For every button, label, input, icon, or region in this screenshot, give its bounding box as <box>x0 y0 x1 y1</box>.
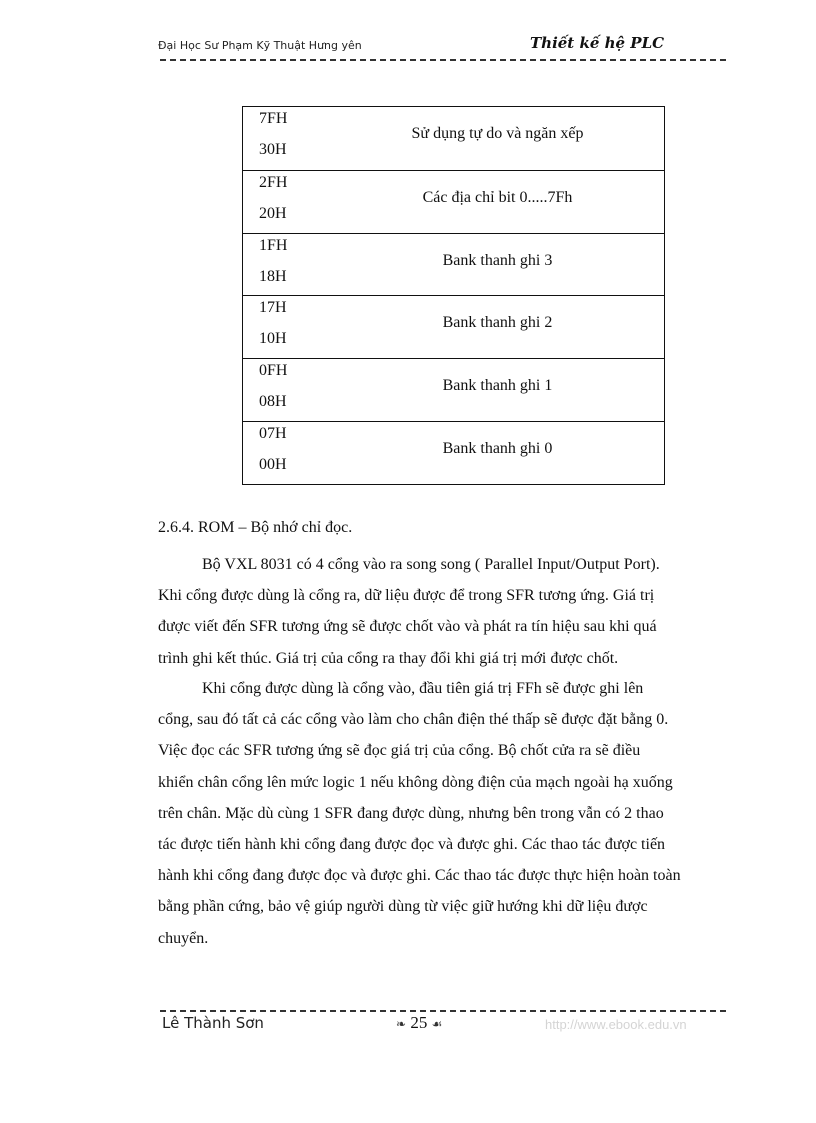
header-divider <box>160 59 726 61</box>
memory-map-table <box>242 106 665 485</box>
page-number-value: 25 <box>410 1013 428 1032</box>
region-description: Bank thanh ghi 0 <box>442 439 553 457</box>
address-low: 10H <box>259 330 287 348</box>
region-description: Bank thanh ghi 3 <box>442 251 553 269</box>
text-line: trên chân. Mặc dù cùng 1 SFR đang được dùng, nhưng bên trong vẫn có 2 thao <box>158 804 664 822</box>
header-school: Đại Học Sư Phạm Kỹ Thuật Hưng yên <box>158 39 362 52</box>
address-high: 17H <box>259 299 287 317</box>
text-line: Khi cổng được dùng là cổng ra, dữ liệu được để trong SFR tương ứng. Giá trị <box>158 587 655 605</box>
ornament-left-icon: ❧ <box>396 1017 407 1031</box>
text-line: trình ghi kết thúc. Giá trị của cổng ra thay đổi khi giá trị mới được chốt. <box>158 649 619 667</box>
address-high: 2FH <box>259 173 288 191</box>
address-low: 30H <box>259 141 287 158</box>
address-low: 18H <box>259 267 287 285</box>
watermark-url: http://www.ebook.edu.vn <box>545 1017 687 1032</box>
ornament-right-icon: ☙ <box>431 1017 443 1031</box>
address-low: 08H <box>259 393 287 411</box>
table-row <box>243 107 664 170</box>
footer-author: Lê Thành Sơn <box>162 1014 264 1032</box>
region-description: Sử dụng tự do và ngăn xếp <box>411 125 584 142</box>
page-number <box>396 1013 442 1033</box>
address-high: 07H <box>259 424 287 442</box>
text-line: tác được tiến hành khi cổng đang được đọc và được ghi. Các thao tác được tiến <box>158 836 666 854</box>
table-row <box>243 421 664 484</box>
text-line: bằng phần cứng, bảo vệ giúp người dùng từ việc giữ hướng khi dữ liệu được <box>158 898 648 916</box>
footer-divider <box>160 1010 726 1012</box>
table-row <box>243 233 664 296</box>
address-low: 00H <box>259 455 287 473</box>
address-high: 7FH <box>259 110 288 127</box>
header-title: Thiết kế hệ PLC <box>530 34 665 52</box>
text-line: cổng, sau đó tất cả các cổng vào làm cho chân điện thé thấp sẽ được đặt bằng 0. <box>158 711 669 729</box>
text-line: chuyển. <box>158 929 209 947</box>
text-line: hành khi cổng đang được đọc và được ghi. Các thao tác được thực hiện hoàn toàn <box>158 867 681 885</box>
paragraph-1 <box>158 549 730 674</box>
table-row <box>243 295 664 358</box>
region-description: Bank thanh ghi 2 <box>442 314 553 332</box>
table-row <box>243 358 664 421</box>
text-line: Bộ VXL 8031 có 4 cổng vào ra song song ( Parallel Input/Output Port). <box>202 556 660 573</box>
region-description: Các địa chỉ bit 0.....7Fh <box>422 188 573 206</box>
region-description: Bank thanh ghi 1 <box>442 377 553 395</box>
address-high: 1FH <box>259 236 288 254</box>
table-row <box>243 170 664 233</box>
text-line: được viết đến SFR tương ứng sẽ được chốt vào và phát ra tín hiệu sau khi quá <box>158 618 657 636</box>
text-line: khiển chân cổng lên mức logic 1 nếu không dòng điện của mạch ngoài hạ xuống <box>158 773 673 791</box>
address-low: 20H <box>259 204 287 222</box>
paragraph-2 <box>158 673 730 954</box>
text-line: Khi cổng được dùng là cổng vào, đầu tiên giá trị FFh sẽ được ghi lên <box>202 680 644 697</box>
address-high: 0FH <box>259 362 288 380</box>
text-line: Việc đọc các SFR tương ứng sẽ đọc giá trị của cổng. Bộ chốt cửa ra sẽ điều <box>158 742 641 760</box>
section-heading: 2.6.4. ROM – Bộ nhớ chỉ đọc. <box>158 519 353 536</box>
